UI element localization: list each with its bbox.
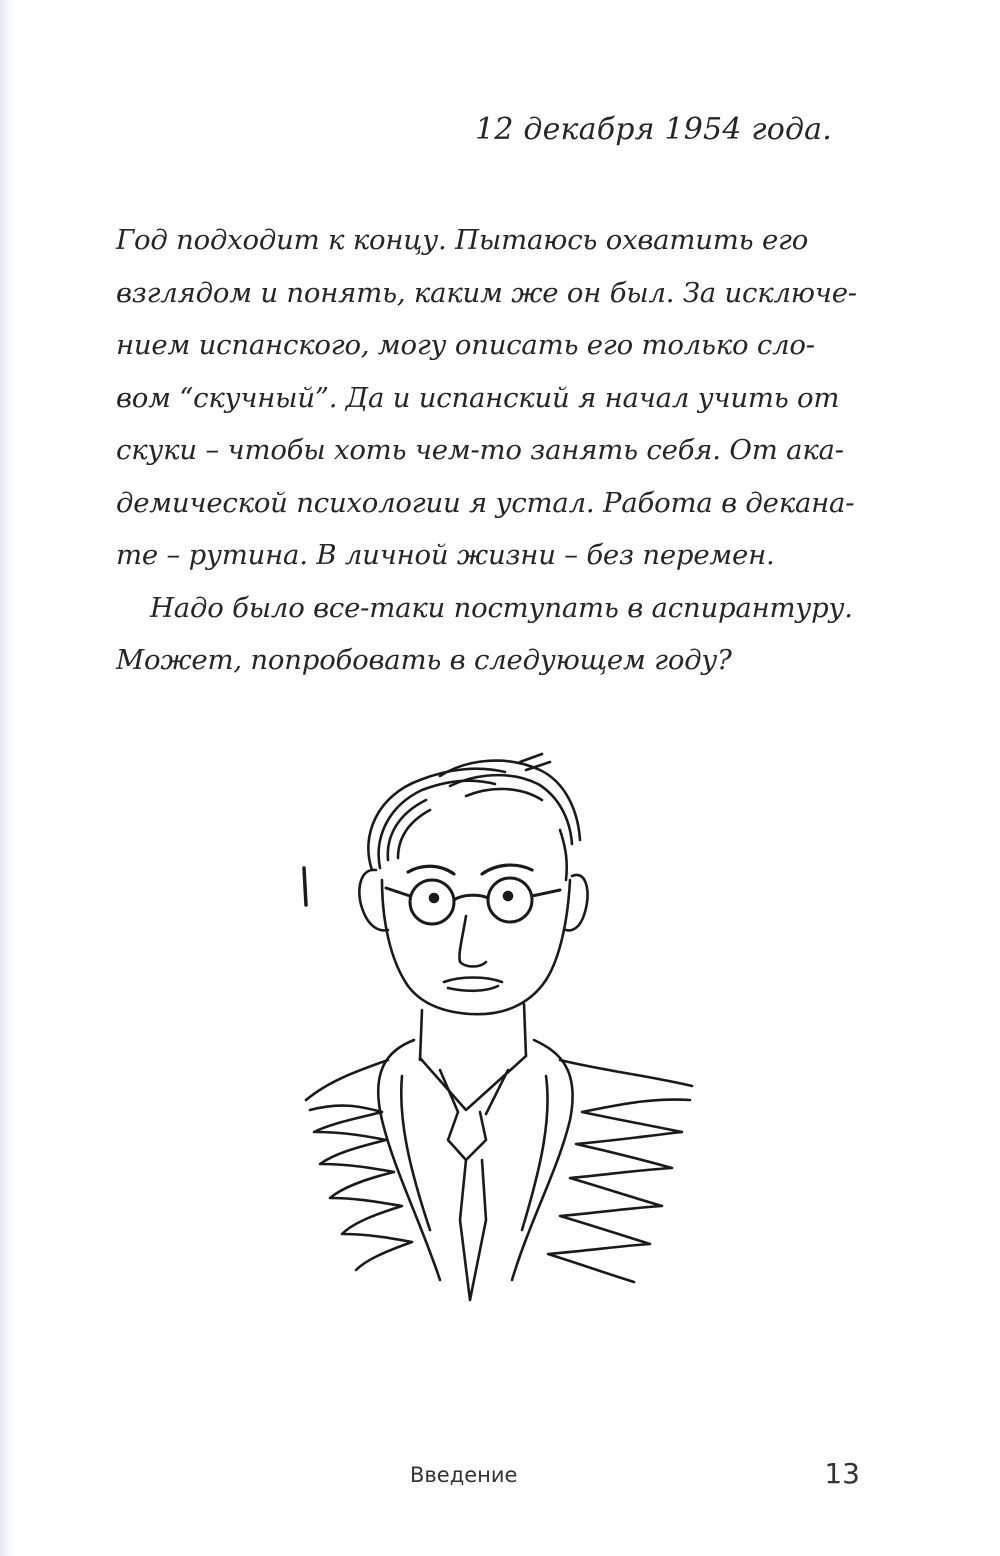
text-line: Может, попробовать в следующем году? — [116, 644, 732, 676]
running-footer-title: Введение — [410, 1463, 518, 1487]
diary-date: 12 декабря 1954 года. — [475, 112, 832, 147]
text-line: вом “скучный”. Да и испанский я начал учить от — [116, 381, 840, 414]
text-line: Год подходит к концу. Пытаюсь охватить его — [116, 224, 809, 256]
text-line: нием испанского, могу описать его только сло- — [116, 329, 815, 361]
page-number: 13 — [824, 1457, 860, 1490]
portrait-sketch-icon — [290, 740, 710, 1320]
text-line: Надо было все-таки поступать в аспирантуру. — [150, 591, 853, 624]
text-line: взглядом и понять, каким же он был. За исключе- — [116, 276, 857, 309]
text-line: те – рутина. В личной жизни – без перемен. — [116, 539, 775, 571]
text-line: демической психологии я устал. Работа в декана- — [116, 486, 855, 519]
diary-entry — [116, 214, 857, 687]
text-line: скуки – чтобы хоть чем-то занять себя. От ака- — [116, 434, 844, 466]
